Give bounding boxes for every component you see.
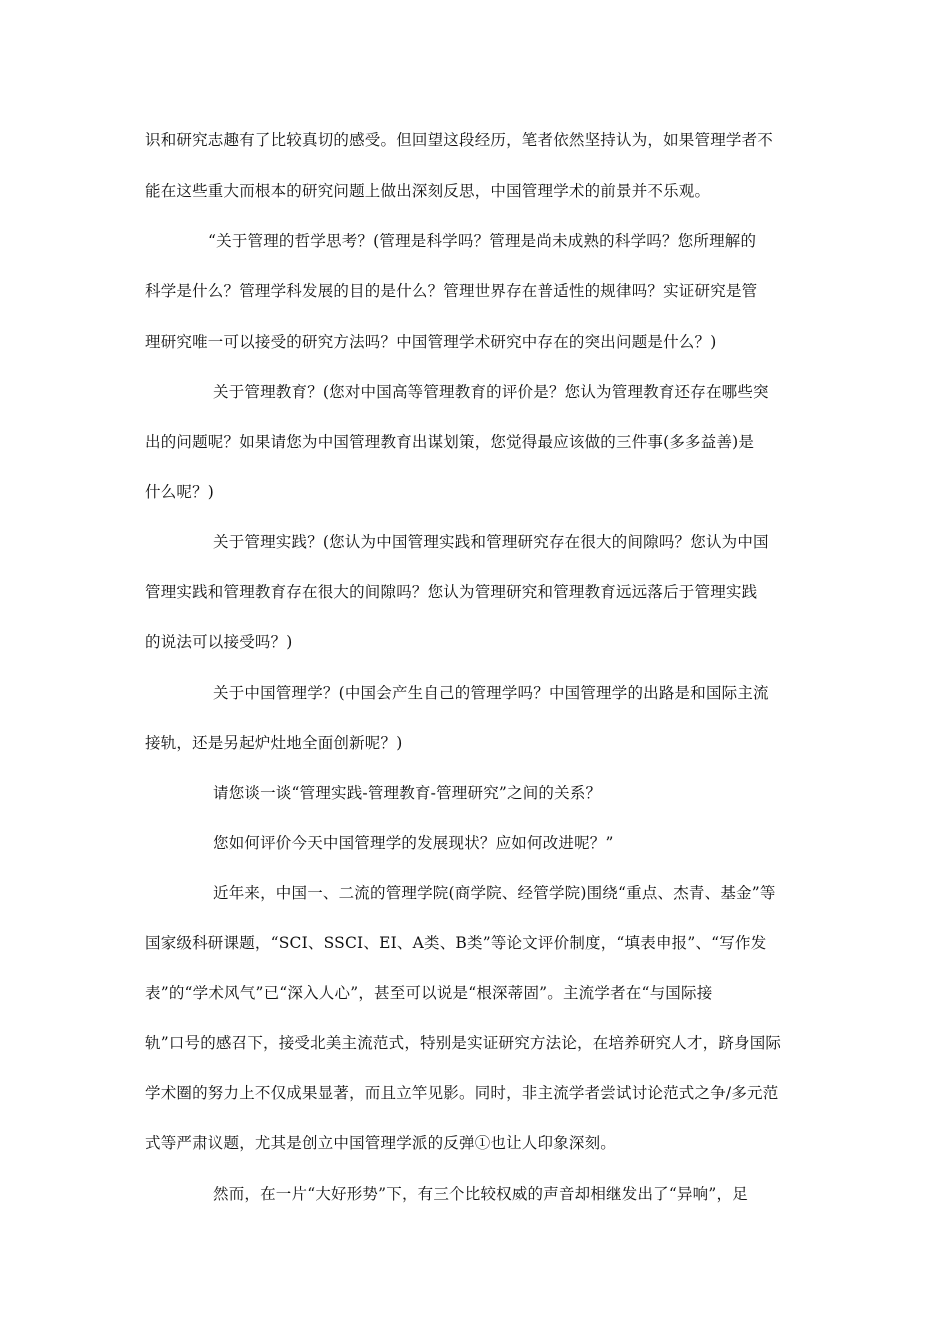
text-line: 能在这些重大而根本的研究问题上做出深刻反思，中国管理学术的前景并不乐观。: [145, 182, 711, 200]
text-line: 表”的“学术风气”已“深入人心”，甚至可以说是“根深蒂固”。主流学者在“与国际接: [145, 984, 713, 1002]
text-line: 什么呢？): [145, 483, 215, 501]
text-line: 式等严肃议题，尤其是创立中国管理学派的反弹①也让人印象深刻。: [145, 1134, 617, 1152]
text-line: 关于管理教育？(您对中国高等管理教育的评价是？您认为管理教育还存在哪些突: [213, 383, 769, 401]
text-line: 理研究唯一可以接受的研究方法吗？中国管理学术研究中存在的突出问题是什么？): [145, 333, 717, 351]
text-line: 接轨，还是另起炉灶地全面创新呢？): [145, 734, 403, 752]
text-line: 关于管理实践？(您认为中国管理实践和管理研究存在很大的间隙吗？您认为中国: [213, 533, 769, 551]
text-line: 学术圈的努力上不仅成果显著，而且立竿见影。同时，非主流学者尝试讨论范式之争/多元范: [145, 1084, 779, 1102]
text-line: “关于管理的哲学思考？(管理是科学吗？管理是尚未成熟的科学吗？您所理解的: [208, 232, 757, 250]
text-line: 的说法可以接受吗？): [145, 633, 293, 651]
text-line: 出的问题呢？如果请您为中国管理教育出谋划策，您觉得最应该做的三件事(多多益善)是: [145, 433, 755, 451]
text-line: 关于中国管理学？(中国会产生自己的管理学吗？中国管理学的出路是和国际主流: [213, 684, 769, 702]
text-line: 管理实践和管理教育存在很大的间隙吗？您认为管理研究和管理教育远远落后于管理实践: [145, 583, 758, 601]
text-line: 您如何评价今天中国管理学的发展现状？应如何改进呢？”: [213, 834, 614, 852]
text-line: 识和研究志趣有了比较真切的感受。但回望这段经历，笔者依然坚持认为，如果管理学者不: [145, 131, 774, 149]
text-line: 轨”口号的感召下，接受北美主流范式，特别是实证研究方法论，在培养研究人才，跻身国际: [145, 1034, 782, 1052]
text-line: 近年来，中国一、二流的管理学院(商学院、经管学院)围绕“重点、杰青、基金”等: [213, 884, 776, 902]
text-line: 请您谈一谈“管理实践-管理教育-管理研究”之间的关系？: [213, 784, 602, 802]
text-line: 科学是什么？管理学科发展的目的是什么？管理世界存在普适性的规律吗？实证研究是管: [145, 282, 758, 300]
text-line: 国家级科研课题，“SCI、SSCI、EI、A类、B类”等论文评价制度，“填表申报”、“写作发: [145, 934, 767, 952]
text-line: 然而，在一片“大好形势”下，有三个比较权威的声音却相继发出了“异响”，足: [213, 1185, 748, 1203]
